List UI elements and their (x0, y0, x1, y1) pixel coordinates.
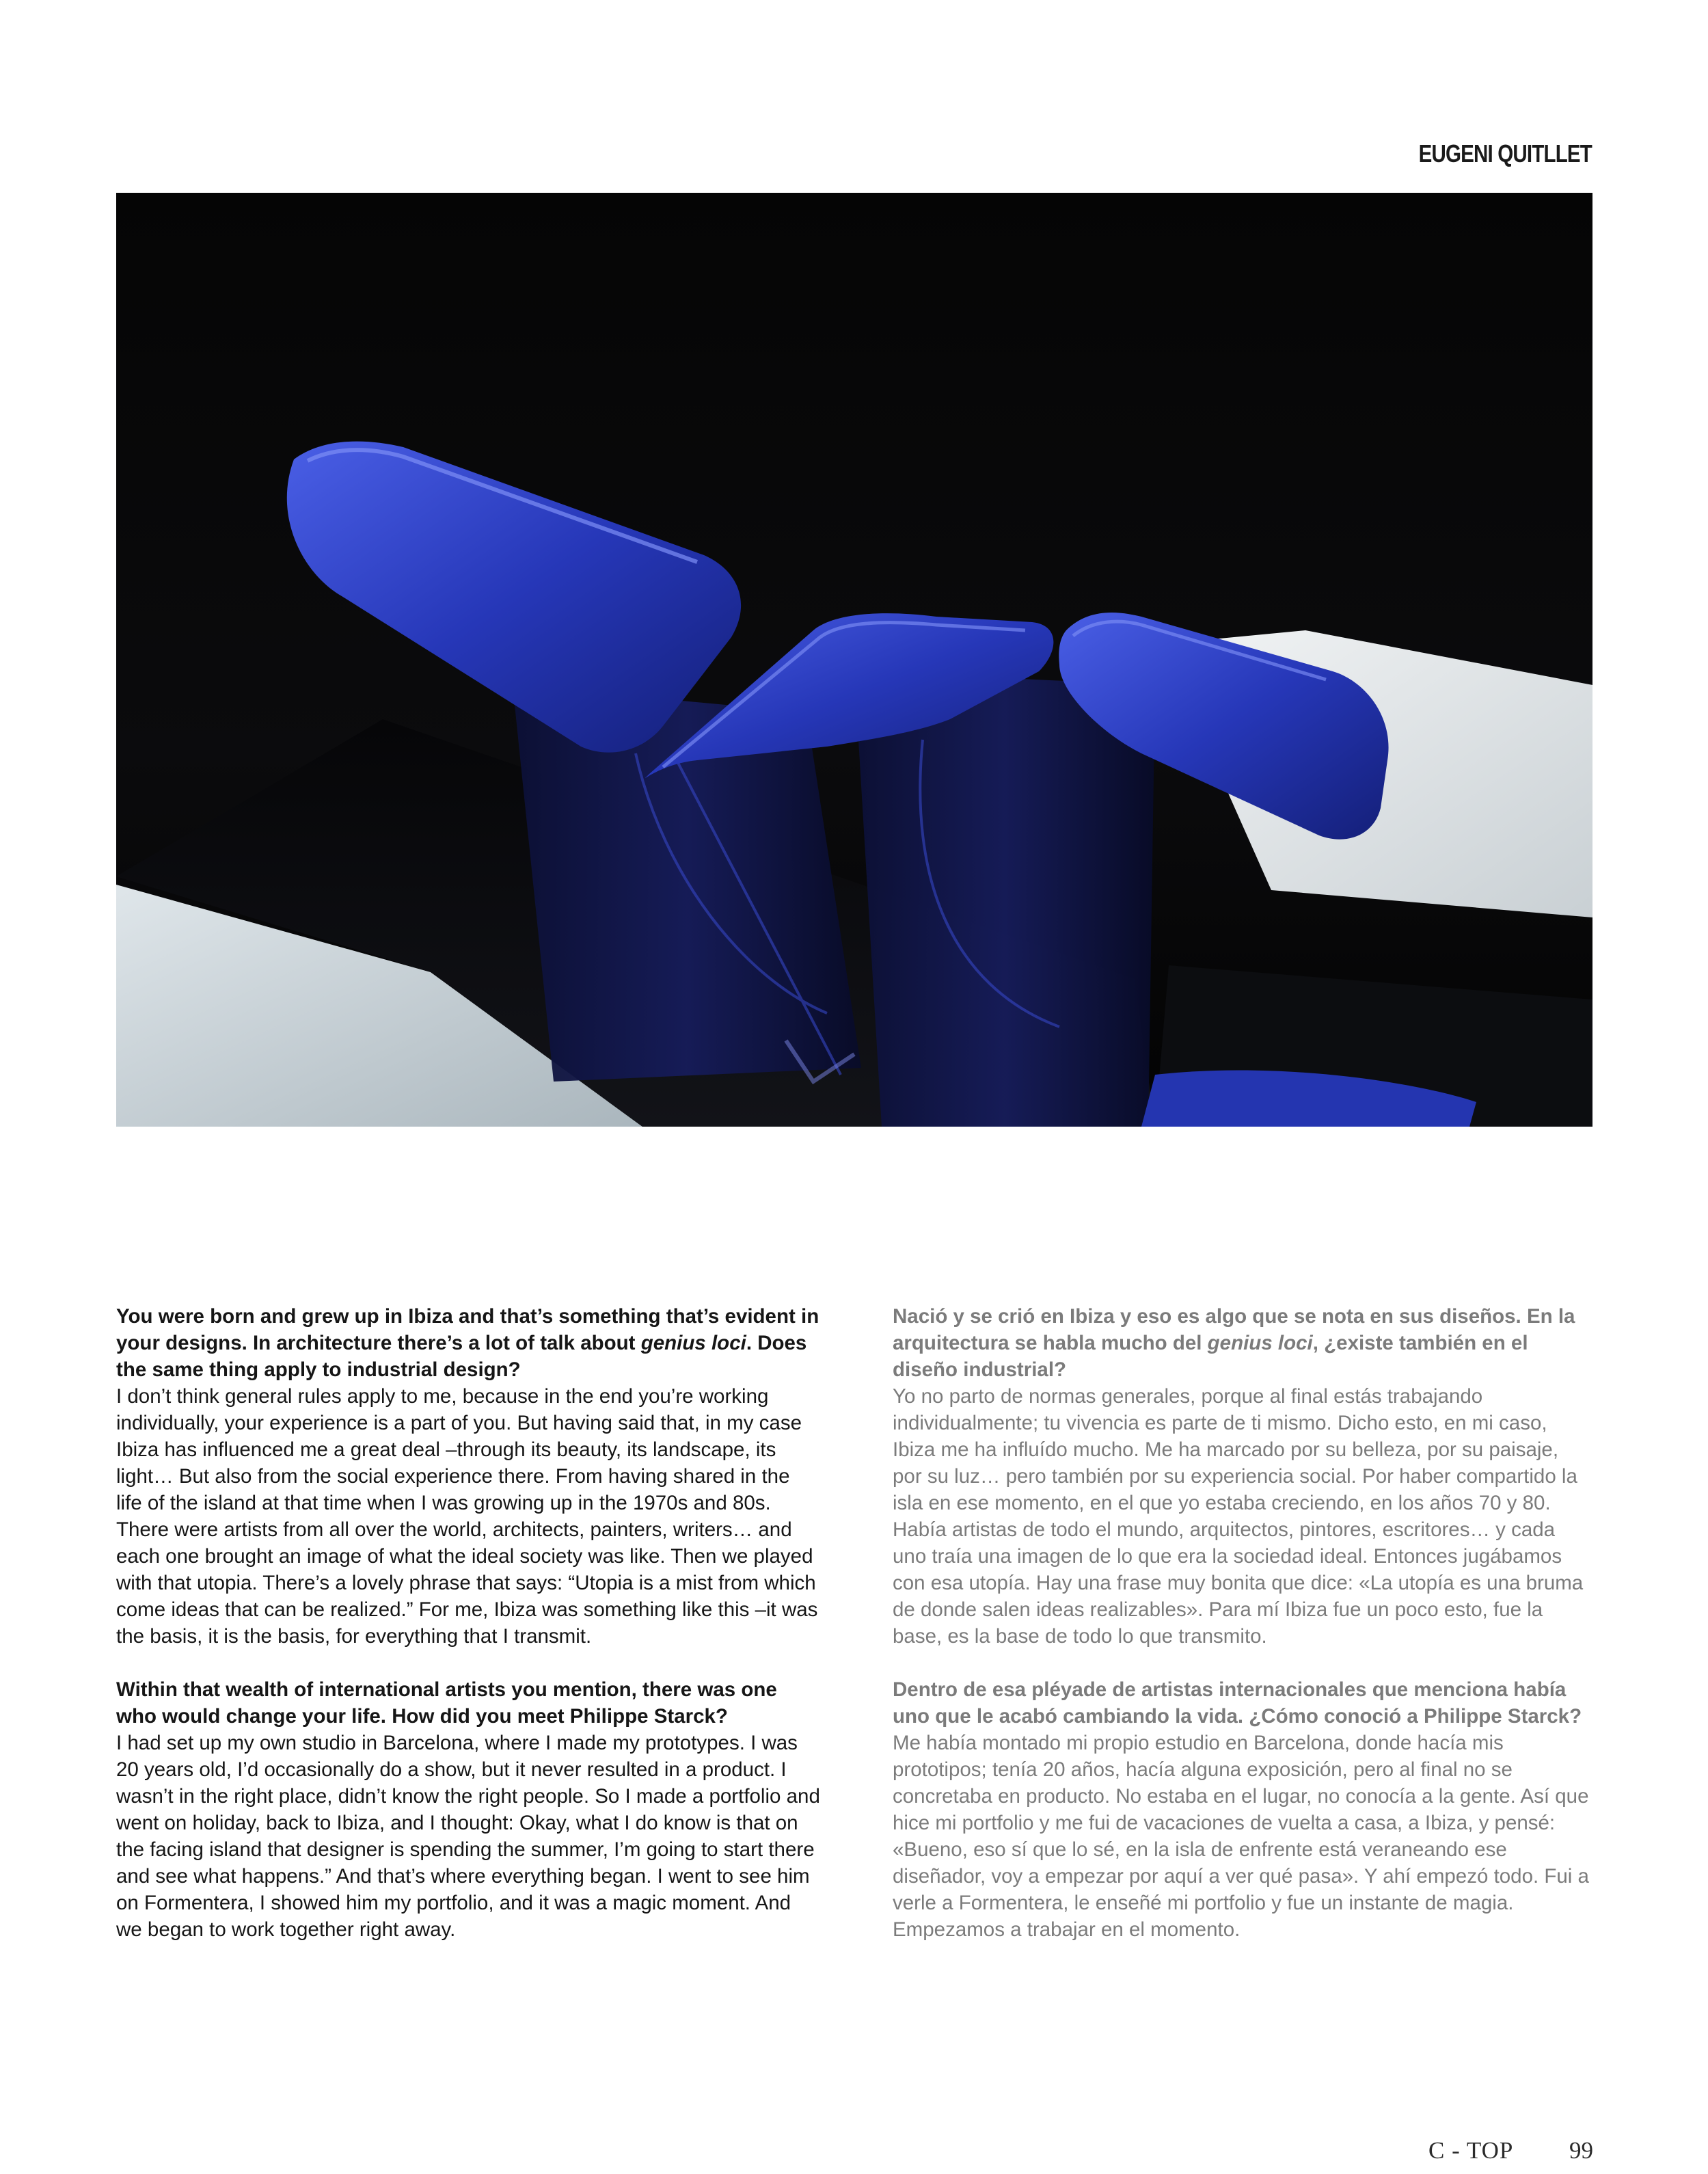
spanish-question-1: Nació y se crió en Ibiza y eso es algo que se nota en sus diseños. En la arquitectura se habla mucho del genius loci, ¿existe también en el diseño industrial? (893, 1305, 1575, 1381)
spanish-question-2: Dentro de esa pléyade de artistas internacionales que menciona había uno que le acabó cambiando la vida. ¿Cómo conoció a Philippe Starck? (893, 1678, 1582, 1728)
english-answer-1: I don’t think general rules apply to me, because in the end you’re working individually, your experience is a part of you. But having said that, in my case Ibiza has influenced me a great deal –through its beauty, its landscape, its light… But also from the social experience there. From having shared in the life of the island at that time when I was growing up in the 1970s and 80s. There were artists from all over the world, architects, painters, writers… and each one brought an image of what the ideal society was like. Then we played with that utopia. There’s a lovely phrase that says: “Utopia is a mist from which come ideas that can be realized.” For me, Ibiza was something like this –it was the basis, it is the basis, for everything that I transmit. (116, 1385, 818, 1648)
english-question-2: Within that wealth of international artists you mention, there was one who would change your life. How did you meet Philippe Starck? (116, 1678, 777, 1728)
english-column (116, 1303, 820, 1943)
glass-base-right (854, 671, 1155, 1127)
english-answer-2: I had set up my own studio in Barcelona, where I made my prototypes. I was 20 years old, I’d occasionally do a show, but it never resulted in a product. I wasn’t in the right place, didn’t know the right people. So I made a portfolio and went on holiday, back to Ibiza, and I thought: Okay, what I do know is that on the facing island that designer is spending the summer, I’m going to start there and see what happens.” And that’s where everything began. I went to see him on Formentera, I showed him my portfolio, and it was a magic moment. And we began to work together right away. (116, 1732, 820, 1941)
page-number: 99 (1569, 2137, 1593, 2164)
english-question-1: You were born and grew up in Ibiza and that’s something that’s evident in your designs. In architecture there’s a lot of talk about genius loci. Does the same thing apply to industrial design? (116, 1305, 819, 1381)
spanish-column (893, 1303, 1592, 1943)
chair-illustration (116, 193, 1592, 1127)
english-qa-1 (116, 1303, 820, 1650)
magazine-name: C - TOP (1428, 2137, 1514, 2164)
spanish-qa-2 (893, 1676, 1592, 1943)
hero-photo (116, 193, 1592, 1127)
spanish-answer-1: Yo no parto de normas generales, porque al final estás trabajando individualmente; tu vivencia es parte de ti mismo. Dicho esto, en mi caso, Ibiza me ha influído mucho. Me ha marcado por su belleza, por su paisaje, por su luz… pero también por su experiencia social. Por haber compartido la isla en ese momento, en el que yo estaba creciendo, en los años 70 y 80. Había artistas de todo el mundo, arquitectos, pintores, escritores… y cada uno traía una imagen de lo que era la sociedad ideal. Entonces jugábamos con esa utopía. Hay una frase muy bonita que dice: «La utopía es una bruma de donde salen ideas realizables». Para mí Ibiza fue un poco esto, fue la base, es la base de todo lo que transmito. (893, 1385, 1584, 1648)
author-header: EUGENI QUITLLET (1418, 139, 1592, 167)
spanish-answer-2: Me había montado mi propio estudio en Barcelona, donde hacía mis prototipos; tenía 20 años, hacía alguna exposición, pero al final no se concretaba en producto. No estaba en el lugar, no conocía a la gente. Así que hice mi portfolio y me fui de vacaciones de vuelta a casa, a Ibiza, y pensé: «Bueno, eso sí que lo sé, en la isla de enfrente está veraneando ese diseñador, voy a empezar por aquí a ver qué pasa». Y ahí empezó todo. Fui a verle a Formentera, le enseñé mi portfolio y fue un instante de magia. Empezamos a trabajar en el momento. (893, 1732, 1589, 1941)
english-qa-2 (116, 1676, 820, 1943)
spanish-qa-1 (893, 1303, 1592, 1650)
